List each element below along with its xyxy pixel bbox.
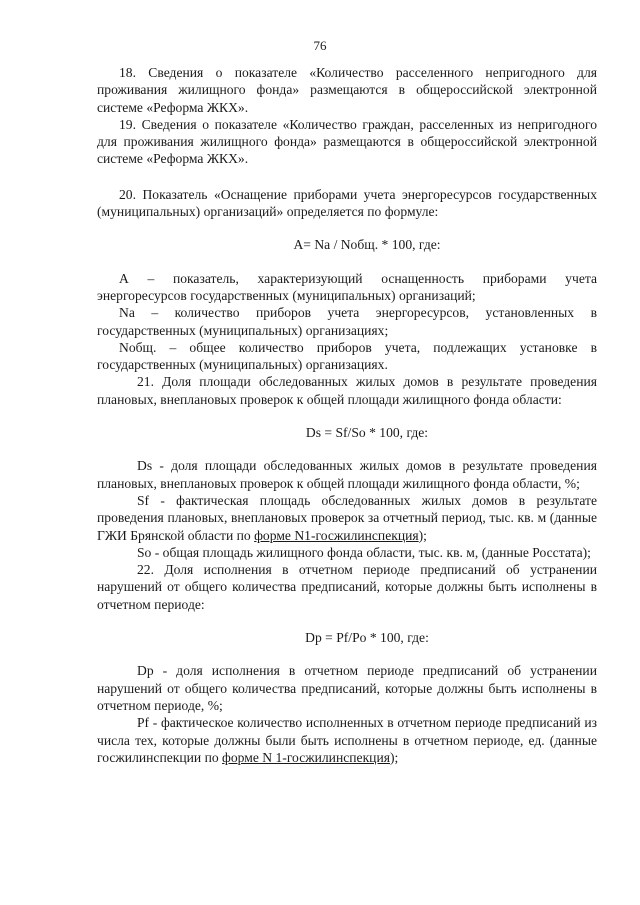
page-content <box>97 64 597 766</box>
formula-21: Ds = Sf/So * 100, где: <box>305 425 429 441</box>
formula-20: A= Na / Nобщ. * 100, где: <box>293 237 441 253</box>
definition-sf <box>97 492 597 544</box>
definition-ds: Ds - доля площади обследованных жилых домов в результате проведения плановых, внеплановых проверок к общей площади жилищного фонда области, %; <box>97 458 597 491</box>
definition-a: А – показатель, характеризующий оснащенность приборами учета энергоресурсов государственных (муниципальных) организаций; <box>97 270 597 303</box>
definition-nobsch: Nобщ. – общее количество приборов учета, подлежащих установке в государственных (муниципальных) организациях. <box>97 339 597 373</box>
definition-pf <box>97 714 597 766</box>
definition-sf-text: Sf - фактическая площадь обследованных жилых домов в результате проведения плановых, внеплановых проверок за отчетный период, тыс. кв. м (данные ГЖИ Брянской области по <box>97 492 597 543</box>
definition-sf-tail: ); <box>418 527 427 543</box>
definition-dp: Dp - доля исполнения в отчетном периоде предписаний об устранении нарушений от общего количества предписаний, которые должны быть исполнены в отчетном периоде, %; <box>97 663 597 713</box>
form-link-2[interactable]: форме N 1-госжилинспекция <box>222 749 390 765</box>
definition-na: Na – количество приборов учета энергоресурсов, установленных в государственных (муниципальных) организациях; <box>97 305 597 338</box>
definition-so: So - общая площадь жилищного фонда области, тыс. кв. м, (данные Росстата); <box>137 544 591 560</box>
definition-pf-text: Pf - фактическое количество исполненных в отчетном периоде предписаний из числа тех, которые должны были быть исполнены в отчетном периоде, ед. (данные госжилинспекции по <box>97 715 597 765</box>
paragraph-19: 19. Сведения о показателе «Количество граждан, расселенных из непригодного для проживания жилищного фонда» размещаются в общероссийской электронной системе «Реформа ЖКХ». <box>97 116 597 167</box>
definition-pf-tail: ); <box>389 749 399 765</box>
paragraph-18: 18. Сведения о показателе «Количество расселенного непригодного для проживания жилищного фонда» размещаются в общероссийской электронной системе «Реформа ЖКХ». <box>97 65 597 115</box>
paragraph-20: 20. Показатель «Оснащение приборами учета энергоресурсов государственных (муниципальных) организаций» определяется по формуле: <box>97 186 597 220</box>
formula-22: Dp = Pf/Po * 100, где: <box>305 630 429 646</box>
paragraph-22: 22. Доля исполнения в отчетном периоде предписаний об устранении нарушений от общего количества предписаний, которые должны быть исполнены в отчетном периоде: <box>97 562 597 612</box>
paragraph-21: 21. Доля площади обследованных жилых домов в результате проведения плановых, внеплановых проверок к общей площади жилищного фонда области: <box>97 374 597 407</box>
form-link-1[interactable]: форме N1-госжилинспекция <box>254 527 419 543</box>
page-number: 76 <box>313 38 327 53</box>
